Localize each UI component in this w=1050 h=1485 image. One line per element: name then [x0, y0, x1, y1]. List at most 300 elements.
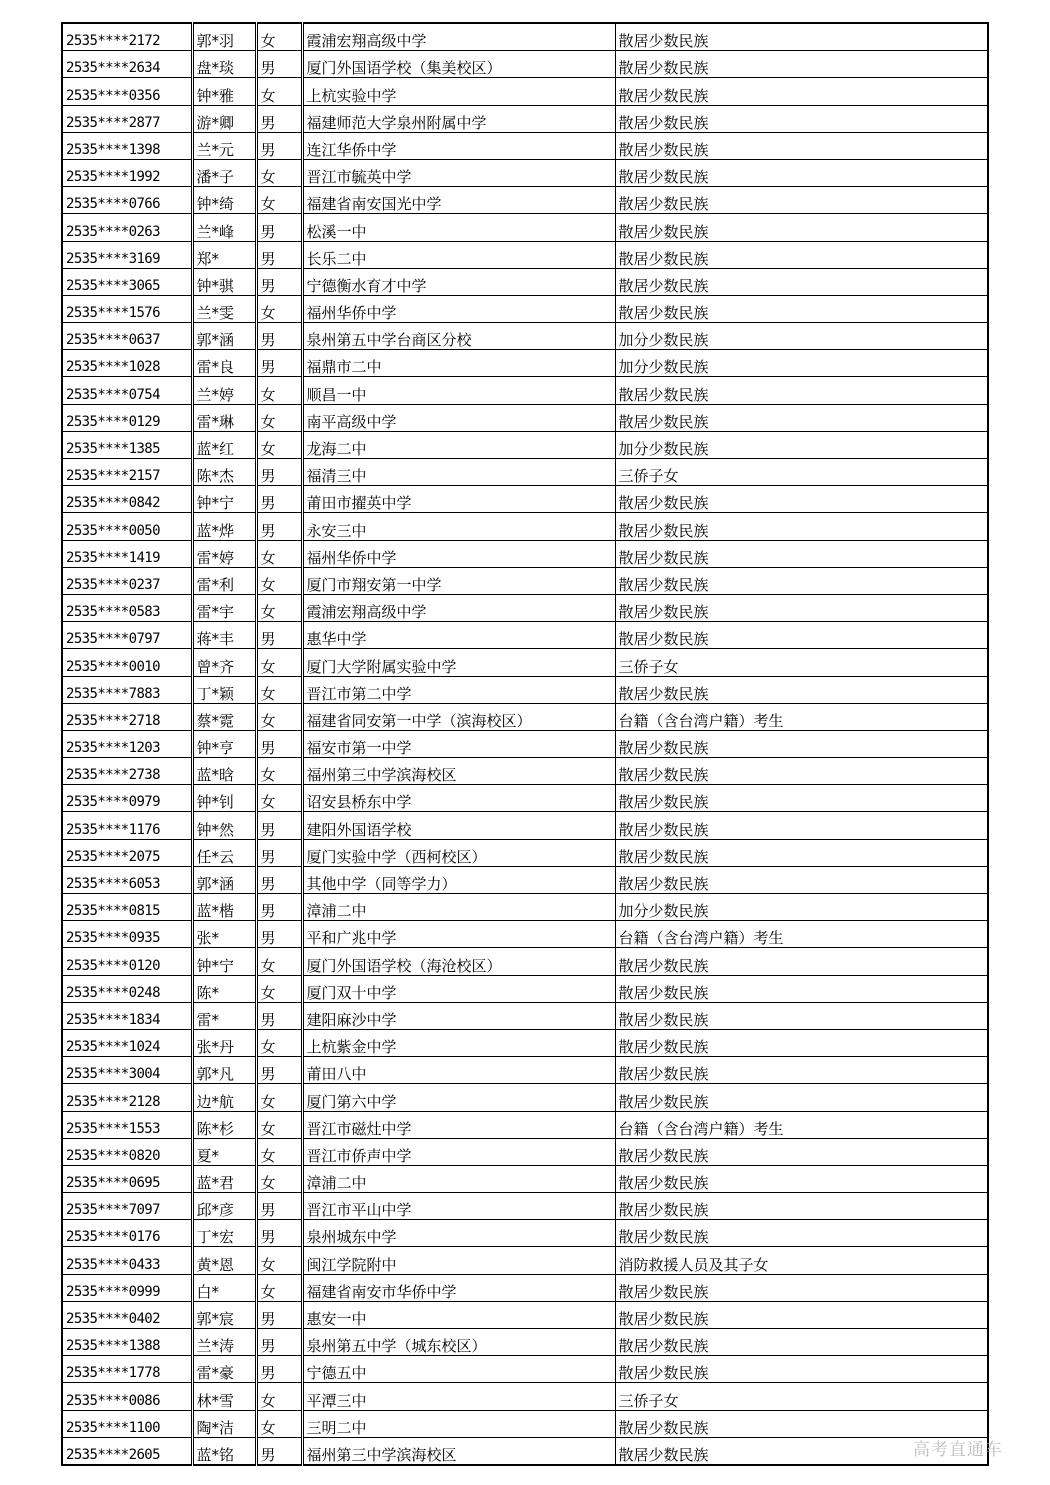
gender-cell: 女 — [256, 567, 302, 594]
table-row — [62, 649, 988, 676]
school-cell: 龙海二中 — [302, 431, 615, 458]
table-row — [62, 159, 988, 186]
category-cell: 散居少数民族 — [615, 295, 988, 322]
table-row — [62, 459, 988, 486]
category-cell: 台籍（含台湾户籍）考生 — [615, 703, 988, 730]
gender-cell: 女 — [256, 1247, 302, 1274]
candidate-id-cell: 2535****0356 — [62, 78, 192, 105]
gender-cell: 女 — [256, 1274, 302, 1301]
category-cell: 散居少数民族 — [615, 785, 988, 812]
candidate-id-cell: 2535****0129 — [62, 404, 192, 431]
school-cell: 上杭紫金中学 — [302, 1029, 615, 1056]
gender-cell: 男 — [256, 1002, 302, 1029]
category-cell: 散居少数民族 — [615, 758, 988, 785]
candidate-table — [61, 22, 989, 1466]
category-cell: 加分少数民族 — [615, 431, 988, 458]
table-row — [62, 1138, 988, 1165]
candidate-name-cell: 钟*雅 — [192, 78, 256, 105]
candidate-name-cell: 潘*子 — [192, 159, 256, 186]
school-cell: 厦门市翔安第一中学 — [302, 567, 615, 594]
gender-cell: 女 — [256, 159, 302, 186]
gender-cell: 女 — [256, 758, 302, 785]
candidate-id-cell: 2535****7883 — [62, 676, 192, 703]
category-cell: 散居少数民族 — [615, 486, 988, 513]
candidate-name-cell: 陶*洁 — [192, 1410, 256, 1437]
table-row — [62, 1165, 988, 1192]
school-cell: 惠安一中 — [302, 1301, 615, 1328]
gender-cell: 男 — [256, 1057, 302, 1084]
candidate-name-cell: 张*丹 — [192, 1029, 256, 1056]
gender-cell: 男 — [256, 866, 302, 893]
gender-cell: 女 — [256, 785, 302, 812]
school-cell: 平和广兆中学 — [302, 921, 615, 948]
candidate-id-cell: 2535****0842 — [62, 486, 192, 513]
gender-cell: 男 — [256, 894, 302, 921]
table-row — [62, 513, 988, 540]
table-row — [62, 323, 988, 350]
gender-cell: 女 — [256, 1084, 302, 1111]
table-row — [62, 758, 988, 785]
gender-cell: 男 — [256, 1356, 302, 1383]
category-cell: 散居少数民族 — [615, 676, 988, 703]
gender-cell: 女 — [256, 703, 302, 730]
category-cell: 三侨子女 — [615, 459, 988, 486]
table-row — [62, 975, 988, 1002]
table-row — [62, 350, 988, 377]
candidate-name-cell: 雷*良 — [192, 350, 256, 377]
candidate-name-cell: 雷* — [192, 1002, 256, 1029]
category-cell: 散居少数民族 — [615, 159, 988, 186]
school-cell: 晋江市第二中学 — [302, 676, 615, 703]
school-cell: 莆田市擢英中学 — [302, 486, 615, 513]
category-cell: 散居少数民族 — [615, 839, 988, 866]
category-cell: 散居少数民族 — [615, 540, 988, 567]
candidate-name-cell: 兰*雯 — [192, 295, 256, 322]
candidate-name-cell: 郑* — [192, 241, 256, 268]
table-row — [62, 703, 988, 730]
candidate-id-cell: 2535****0754 — [62, 377, 192, 404]
candidate-name-cell: 兰*涛 — [192, 1329, 256, 1356]
table-row — [62, 51, 988, 78]
gender-cell: 女 — [256, 377, 302, 404]
gender-cell: 女 — [256, 649, 302, 676]
school-cell: 闽江学院附中 — [302, 1247, 615, 1274]
school-cell: 泉州城东中学 — [302, 1220, 615, 1247]
category-cell: 台籍（含台湾户籍）考生 — [615, 921, 988, 948]
school-cell: 福州第三中学滨海校区 — [302, 758, 615, 785]
table-row — [62, 1437, 988, 1465]
candidate-id-cell: 2535****0815 — [62, 894, 192, 921]
table-row — [62, 78, 988, 105]
category-cell: 散居少数民族 — [615, 1165, 988, 1192]
school-cell: 南平高级中学 — [302, 404, 615, 431]
candidate-id-cell: 2535****0797 — [62, 622, 192, 649]
candidate-name-cell: 郭*羽 — [192, 23, 256, 51]
candidate-table-body — [62, 23, 988, 1465]
gender-cell: 女 — [256, 948, 302, 975]
category-cell: 散居少数民族 — [615, 1084, 988, 1111]
category-cell: 散居少数民族 — [615, 1329, 988, 1356]
table-row — [62, 23, 988, 51]
candidate-id-cell: 2535****0010 — [62, 649, 192, 676]
category-cell: 散居少数民族 — [615, 513, 988, 540]
table-row — [62, 486, 988, 513]
gender-cell: 女 — [256, 295, 302, 322]
school-cell: 建阳麻沙中学 — [302, 1002, 615, 1029]
category-cell: 散居少数民族 — [615, 730, 988, 757]
table-row — [62, 187, 988, 214]
candidate-id-cell: 2535****1176 — [62, 812, 192, 839]
category-cell: 散居少数民族 — [615, 78, 988, 105]
school-cell: 厦门双十中学 — [302, 975, 615, 1002]
gender-cell: 女 — [256, 594, 302, 621]
category-cell: 散居少数民族 — [615, 214, 988, 241]
gender-cell: 男 — [256, 105, 302, 132]
gender-cell: 男 — [256, 921, 302, 948]
watermark-text: 高考直通车 — [913, 1440, 1003, 1460]
category-cell: 散居少数民族 — [615, 622, 988, 649]
category-cell: 散居少数民族 — [615, 377, 988, 404]
category-cell: 三侨子女 — [615, 1383, 988, 1410]
table-row — [62, 105, 988, 132]
table-row — [62, 839, 988, 866]
school-cell: 霞浦宏翔高级中学 — [302, 594, 615, 621]
school-cell: 三明二中 — [302, 1410, 615, 1437]
school-cell: 建阳外国语学校 — [302, 812, 615, 839]
category-cell: 散居少数民族 — [615, 1029, 988, 1056]
table-row — [62, 540, 988, 567]
table-row — [62, 431, 988, 458]
candidate-name-cell: 林*雪 — [192, 1383, 256, 1410]
gender-cell: 女 — [256, 23, 302, 51]
gender-cell: 女 — [256, 1383, 302, 1410]
candidate-id-cell: 2535****0637 — [62, 323, 192, 350]
candidate-name-cell: 钟*宁 — [192, 486, 256, 513]
candidate-name-cell: 郭*涵 — [192, 323, 256, 350]
table-row — [62, 1274, 988, 1301]
school-cell: 霞浦宏翔高级中学 — [302, 23, 615, 51]
candidate-id-cell: 2535****1388 — [62, 1329, 192, 1356]
candidate-id-cell: 2535****1398 — [62, 132, 192, 159]
school-cell: 上杭实验中学 — [302, 78, 615, 105]
candidate-name-cell: 钟*亨 — [192, 730, 256, 757]
school-cell: 厦门外国语学校（集美校区） — [302, 51, 615, 78]
candidate-name-cell: 蓝*铭 — [192, 1437, 256, 1465]
candidate-id-cell: 2535****0176 — [62, 1220, 192, 1247]
candidate-id-cell: 2535****2634 — [62, 51, 192, 78]
candidate-id-cell: 2535****1385 — [62, 431, 192, 458]
gender-cell: 男 — [256, 51, 302, 78]
candidate-name-cell: 游*卿 — [192, 105, 256, 132]
gender-cell: 男 — [256, 1437, 302, 1465]
gender-cell: 男 — [256, 1193, 302, 1220]
gender-cell: 女 — [256, 676, 302, 703]
school-cell: 漳浦二中 — [302, 1165, 615, 1192]
candidate-name-cell: 盘*琰 — [192, 51, 256, 78]
category-cell: 散居少数民族 — [615, 1138, 988, 1165]
candidate-id-cell: 2535****0935 — [62, 921, 192, 948]
school-cell: 惠华中学 — [302, 622, 615, 649]
candidate-id-cell: 2535****1100 — [62, 1410, 192, 1437]
candidate-id-cell: 2535****1419 — [62, 540, 192, 567]
candidate-name-cell: 郭*宸 — [192, 1301, 256, 1328]
school-cell: 福建师范大学泉州附属中学 — [302, 105, 615, 132]
candidate-id-cell: 2535****0999 — [62, 1274, 192, 1301]
school-cell: 长乐二中 — [302, 241, 615, 268]
school-cell: 松溪一中 — [302, 214, 615, 241]
table-row — [62, 1084, 988, 1111]
gender-cell: 女 — [256, 431, 302, 458]
candidate-name-cell: 边*航 — [192, 1084, 256, 1111]
candidate-id-cell: 2535****2718 — [62, 703, 192, 730]
gender-cell: 男 — [256, 622, 302, 649]
category-cell: 散居少数民族 — [615, 268, 988, 295]
category-cell: 台籍（含台湾户籍）考生 — [615, 1111, 988, 1138]
school-cell: 平潭三中 — [302, 1383, 615, 1410]
table-row — [62, 241, 988, 268]
table-row — [62, 377, 988, 404]
school-cell: 福鼎市二中 — [302, 350, 615, 377]
table-row — [62, 622, 988, 649]
school-cell: 福安市第一中学 — [302, 730, 615, 757]
candidate-name-cell: 黄*恩 — [192, 1247, 256, 1274]
candidate-id-cell: 2535****3065 — [62, 268, 192, 295]
gender-cell: 女 — [256, 1111, 302, 1138]
gender-cell: 男 — [256, 241, 302, 268]
gender-cell: 男 — [256, 132, 302, 159]
gender-cell: 男 — [256, 1220, 302, 1247]
category-cell: 散居少数民族 — [615, 241, 988, 268]
category-cell: 散居少数民族 — [615, 132, 988, 159]
school-cell: 其他中学（同等学力） — [302, 866, 615, 893]
school-cell: 福州华侨中学 — [302, 540, 615, 567]
gender-cell: 女 — [256, 1138, 302, 1165]
gender-cell: 女 — [256, 1029, 302, 1056]
category-cell: 消防救援人员及其子女 — [615, 1247, 988, 1274]
school-cell: 晋江市磁灶中学 — [302, 1111, 615, 1138]
category-cell: 加分少数民族 — [615, 323, 988, 350]
gender-cell: 男 — [256, 1301, 302, 1328]
school-cell: 漳浦二中 — [302, 894, 615, 921]
school-cell: 永安三中 — [302, 513, 615, 540]
candidate-id-cell: 2535****7097 — [62, 1193, 192, 1220]
candidate-name-cell: 蓝*君 — [192, 1165, 256, 1192]
category-cell: 散居少数民族 — [615, 1274, 988, 1301]
table-row — [62, 866, 988, 893]
candidate-id-cell: 2535****2075 — [62, 839, 192, 866]
candidate-id-cell: 2535****1834 — [62, 1002, 192, 1029]
candidate-name-cell: 雷*豪 — [192, 1356, 256, 1383]
table-row — [62, 214, 988, 241]
table-row — [62, 1220, 988, 1247]
candidate-id-cell: 2535****0433 — [62, 1247, 192, 1274]
candidate-id-cell: 2535****1576 — [62, 295, 192, 322]
candidate-id-cell: 2535****1203 — [62, 730, 192, 757]
school-cell: 厦门大学附属实验中学 — [302, 649, 615, 676]
candidate-id-cell: 2535****0979 — [62, 785, 192, 812]
gender-cell: 男 — [256, 214, 302, 241]
table-row — [62, 921, 988, 948]
table-row — [62, 1111, 988, 1138]
school-cell: 厦门第六中学 — [302, 1084, 615, 1111]
category-cell: 散居少数民族 — [615, 1220, 988, 1247]
category-cell: 散居少数民族 — [615, 948, 988, 975]
candidate-name-cell: 钟*然 — [192, 812, 256, 839]
candidate-name-cell: 丁*颖 — [192, 676, 256, 703]
candidate-id-cell: 2535****0402 — [62, 1301, 192, 1328]
candidate-id-cell: 2535****1778 — [62, 1356, 192, 1383]
gender-cell: 女 — [256, 404, 302, 431]
candidate-id-cell: 2535****2157 — [62, 459, 192, 486]
table-row — [62, 1383, 988, 1410]
gender-cell: 女 — [256, 187, 302, 214]
candidate-name-cell: 雷*利 — [192, 567, 256, 594]
school-cell: 福建省南安市华侨中学 — [302, 1274, 615, 1301]
gender-cell: 女 — [256, 78, 302, 105]
candidate-id-cell: 2535****0695 — [62, 1165, 192, 1192]
candidate-id-cell: 2535****2128 — [62, 1084, 192, 1111]
candidate-name-cell: 郭*涵 — [192, 866, 256, 893]
table-row — [62, 1247, 988, 1274]
gender-cell: 男 — [256, 513, 302, 540]
gender-cell: 女 — [256, 975, 302, 1002]
candidate-name-cell: 郭*凡 — [192, 1057, 256, 1084]
category-cell: 散居少数民族 — [615, 404, 988, 431]
category-cell: 散居少数民族 — [615, 1002, 988, 1029]
table-row — [62, 295, 988, 322]
category-cell: 散居少数民族 — [615, 105, 988, 132]
candidate-id-cell: 2535****6053 — [62, 866, 192, 893]
candidate-name-cell: 兰*元 — [192, 132, 256, 159]
table-row — [62, 1193, 988, 1220]
category-cell: 散居少数民族 — [615, 187, 988, 214]
candidate-id-cell: 2535****0820 — [62, 1138, 192, 1165]
candidate-id-cell: 2535****0766 — [62, 187, 192, 214]
category-cell: 加分少数民族 — [615, 894, 988, 921]
candidate-name-cell: 邱*彦 — [192, 1193, 256, 1220]
category-cell: 散居少数民族 — [615, 1356, 988, 1383]
table-row — [62, 785, 988, 812]
candidate-name-cell: 曾*齐 — [192, 649, 256, 676]
table-row — [62, 1410, 988, 1437]
school-cell: 宁德五中 — [302, 1356, 615, 1383]
school-cell: 泉州第五中学台商区分校 — [302, 323, 615, 350]
table-row — [62, 1029, 988, 1056]
candidate-id-cell: 2535****0086 — [62, 1383, 192, 1410]
category-cell: 三侨子女 — [615, 649, 988, 676]
category-cell: 散居少数民族 — [615, 866, 988, 893]
category-cell: 散居少数民族 — [615, 1437, 988, 1465]
candidate-id-cell: 2535****0583 — [62, 594, 192, 621]
gender-cell: 男 — [256, 323, 302, 350]
table-row — [62, 567, 988, 594]
candidate-name-cell: 雷*婷 — [192, 540, 256, 567]
candidate-id-cell: 2535****2172 — [62, 23, 192, 51]
table-row — [62, 1002, 988, 1029]
category-cell: 散居少数民族 — [615, 1410, 988, 1437]
candidate-name-cell: 任*云 — [192, 839, 256, 866]
table-row — [62, 730, 988, 757]
table-row — [62, 404, 988, 431]
gender-cell: 男 — [256, 268, 302, 295]
candidate-id-cell: 2535****0050 — [62, 513, 192, 540]
candidate-name-cell: 雷*琳 — [192, 404, 256, 431]
gender-cell: 女 — [256, 1410, 302, 1437]
gender-cell: 男 — [256, 1329, 302, 1356]
table-row — [62, 1301, 988, 1328]
table-row — [62, 812, 988, 839]
table-row — [62, 594, 988, 621]
gender-cell: 男 — [256, 350, 302, 377]
school-cell: 顺昌一中 — [302, 377, 615, 404]
table-row — [62, 1356, 988, 1383]
school-cell: 诏安县桥东中学 — [302, 785, 615, 812]
school-cell: 厦门外国语学校（海沧校区） — [302, 948, 615, 975]
candidate-name-cell: 蓝*红 — [192, 431, 256, 458]
candidate-id-cell: 2535****3169 — [62, 241, 192, 268]
candidate-name-cell: 钟*钊 — [192, 785, 256, 812]
category-cell: 散居少数民族 — [615, 567, 988, 594]
candidate-id-cell: 2535****0120 — [62, 948, 192, 975]
school-cell: 福州华侨中学 — [302, 295, 615, 322]
school-cell: 福州第三中学滨海校区 — [302, 1437, 615, 1465]
category-cell: 散居少数民族 — [615, 1301, 988, 1328]
candidate-name-cell: 丁*宏 — [192, 1220, 256, 1247]
candidate-id-cell: 2535****2738 — [62, 758, 192, 785]
candidate-name-cell: 白* — [192, 1274, 256, 1301]
category-cell: 散居少数民族 — [615, 594, 988, 621]
candidate-id-cell: 2535****2877 — [62, 105, 192, 132]
school-cell: 晋江市毓英中学 — [302, 159, 615, 186]
category-cell: 散居少数民族 — [615, 1057, 988, 1084]
school-cell: 福清三中 — [302, 459, 615, 486]
candidate-name-cell: 钟*宁 — [192, 948, 256, 975]
candidate-name-cell: 蓝*楷 — [192, 894, 256, 921]
table-row — [62, 1057, 988, 1084]
table-row — [62, 132, 988, 159]
candidate-name-cell: 蓝*烨 — [192, 513, 256, 540]
category-cell: 散居少数民族 — [615, 975, 988, 1002]
gender-cell: 女 — [256, 540, 302, 567]
candidate-id-cell: 2535****2605 — [62, 1437, 192, 1465]
gender-cell: 男 — [256, 839, 302, 866]
school-cell: 福建省南安国光中学 — [302, 187, 615, 214]
candidate-id-cell: 2535****0237 — [62, 567, 192, 594]
candidate-name-cell: 陈*杰 — [192, 459, 256, 486]
candidate-id-cell: 2535****0248 — [62, 975, 192, 1002]
school-cell: 连江华侨中学 — [302, 132, 615, 159]
candidate-name-cell: 蓝*晗 — [192, 758, 256, 785]
candidate-name-cell: 兰*婷 — [192, 377, 256, 404]
gender-cell: 男 — [256, 812, 302, 839]
school-cell: 莆田八中 — [302, 1057, 615, 1084]
candidate-name-cell: 兰*峰 — [192, 214, 256, 241]
candidate-name-cell: 蒋*丰 — [192, 622, 256, 649]
school-cell: 厦门实验中学（西柯校区） — [302, 839, 615, 866]
candidate-name-cell: 钟*骐 — [192, 268, 256, 295]
candidate-name-cell: 夏* — [192, 1138, 256, 1165]
school-cell: 泉州第五中学（城东校区） — [302, 1329, 615, 1356]
candidate-id-cell: 2535****3004 — [62, 1057, 192, 1084]
category-cell: 散居少数民族 — [615, 812, 988, 839]
category-cell: 加分少数民族 — [615, 350, 988, 377]
candidate-id-cell: 2535****1024 — [62, 1029, 192, 1056]
candidate-name-cell: 陈* — [192, 975, 256, 1002]
gender-cell: 男 — [256, 459, 302, 486]
candidate-name-cell: 张* — [192, 921, 256, 948]
category-cell: 散居少数民族 — [615, 1193, 988, 1220]
candidate-name-cell: 钟*绮 — [192, 187, 256, 214]
